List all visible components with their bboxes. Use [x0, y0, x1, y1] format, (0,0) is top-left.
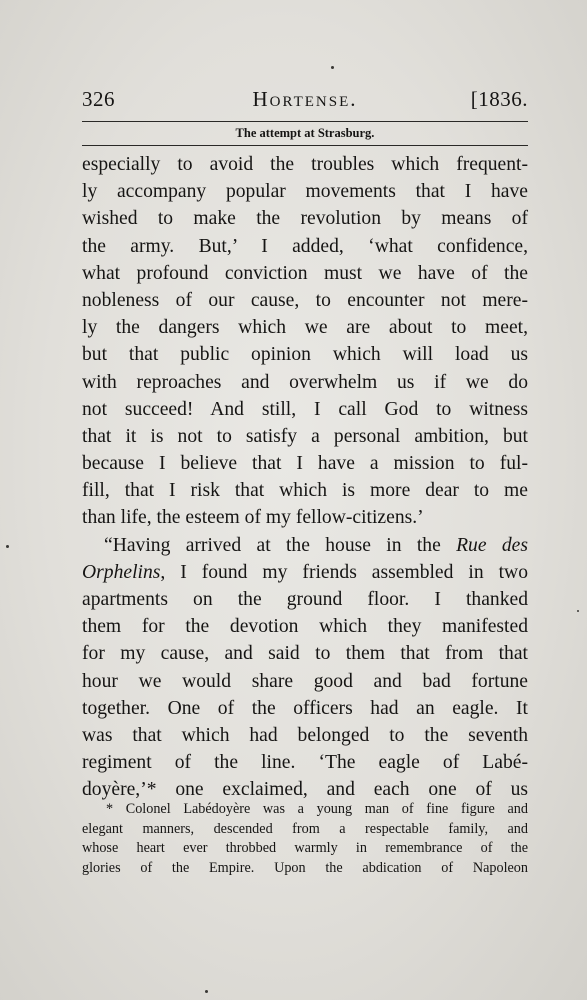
paper-speck	[331, 66, 334, 69]
paper-speck	[6, 545, 9, 548]
body-text	[82, 151, 528, 804]
text-segment: “Having arrived at the house in the	[104, 534, 457, 556]
text-line: wished to make the revolution by means of	[82, 208, 528, 230]
text-line: them for the devotion which they manifested	[82, 616, 528, 638]
text-line: not succeed! And still, I call God to witness	[82, 398, 528, 420]
footnote	[82, 800, 528, 878]
text-line: especially to avoid the troubles which frequent-	[82, 154, 528, 175]
running-year: [1836.	[470, 87, 528, 111]
text-line: fill, that I risk that which is more dear to me	[82, 480, 528, 502]
text-line: than life, the esteem of my fellow-citizens.’	[82, 507, 424, 529]
text-line: regiment of the line. ‘The eagle of Labé-	[82, 752, 528, 774]
text-line: the army. But,’ I added, ‘what confidence,	[82, 235, 528, 257]
paper-speck	[577, 610, 579, 612]
text-line: hour we would share good and bad fortune	[82, 670, 528, 692]
text-line: apartments on the ground floor. I thanked	[82, 589, 528, 610]
text-line: that it is not to satisfy a personal ambition, but	[82, 425, 528, 447]
footnote-line: elegant manners, descended from a respectable family, and	[82, 820, 528, 837]
text-line: because I believe that I have a mission to ful-	[82, 453, 528, 475]
text-line: nobleness of our cause, to encounter not mere-	[82, 289, 528, 311]
text-line: together. One of the officers had an eagle. It	[82, 697, 528, 719]
header-rule-bottom	[82, 145, 528, 146]
footnote-line: glories of the Empire. Upon the abdication of Napoleon	[82, 859, 528, 876]
text-line: ly the dangers which we are about to meet,	[82, 317, 528, 339]
footnote-line: whose heart ever throbbed warmly in remembrance of the	[82, 840, 528, 857]
footnote-line: * Colonel Labédoyère was a young man of fine figure and	[106, 801, 528, 817]
text-line: doyère,’* one exclaimed, and each one of us	[82, 779, 528, 801]
page-number: 326	[82, 87, 115, 111]
text-line: for my cause, and said to them that from that	[82, 643, 528, 665]
text-segment: , I found my friends assembled in two	[160, 561, 528, 583]
paper-speck	[205, 990, 208, 993]
running-title: Hortense.	[252, 87, 358, 111]
street-name-italic: Rue des	[456, 534, 528, 556]
text-line: was that which had belonged to the seventh	[82, 724, 528, 746]
paragraph-start-line	[82, 532, 528, 559]
running-head	[82, 84, 528, 114]
street-name-italic: Orphelins	[82, 561, 161, 583]
text-line	[82, 559, 528, 586]
section-subhead: The attempt at Strasburg.	[235, 126, 375, 140]
text-line: ly accompany popular movements that I have	[82, 181, 528, 203]
text-line: but that public opinion which will load us	[82, 344, 528, 366]
text-line: with reproaches and overwhelm us if we do	[82, 371, 528, 393]
text-line: what profound conviction must we have of the	[82, 262, 528, 284]
